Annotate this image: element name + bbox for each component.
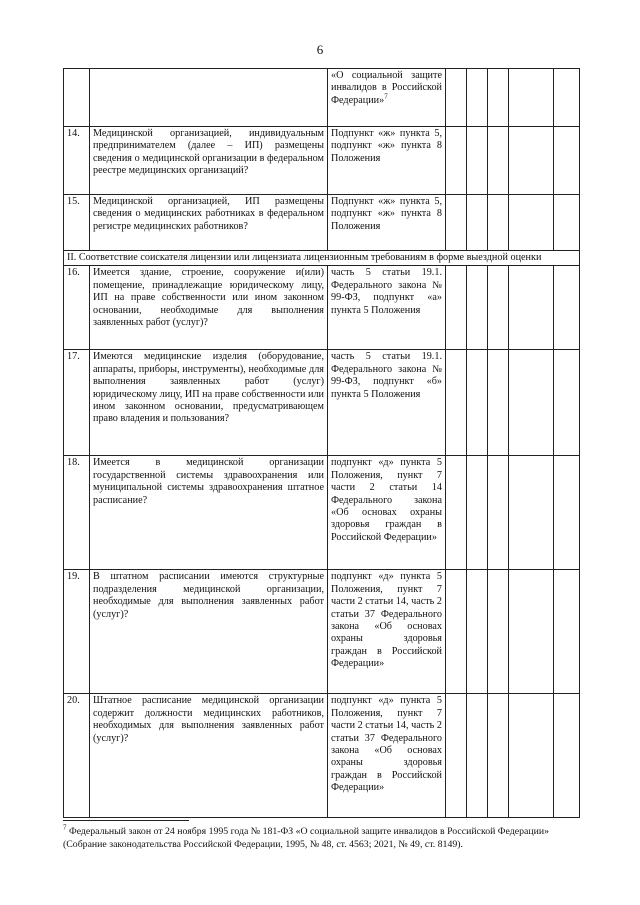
reference-cell: часть 5 статьи 19.1. Федерального закона № 99-ФЗ, подпункт «а» пункта 5 Положения	[328, 266, 446, 350]
answer-cell	[467, 127, 488, 195]
answer-cell	[446, 127, 467, 195]
table-row	[64, 456, 580, 570]
answer-cell	[488, 69, 509, 127]
answer-cell	[509, 69, 554, 127]
answer-cell	[554, 266, 580, 350]
answer-cell	[509, 694, 554, 818]
table-row	[64, 350, 580, 456]
answer-cell	[554, 570, 580, 694]
answer-cell	[467, 350, 488, 456]
answer-cell	[446, 570, 467, 694]
reference-cell	[328, 69, 446, 127]
answer-cell	[446, 195, 467, 251]
answer-cell	[509, 127, 554, 195]
answer-cell	[467, 694, 488, 818]
answer-cell	[509, 195, 554, 251]
answer-cell	[467, 195, 488, 251]
row-number: 19.	[64, 570, 90, 694]
answer-cell	[467, 266, 488, 350]
answer-cell	[509, 266, 554, 350]
table-row	[64, 570, 580, 694]
answer-cell	[554, 127, 580, 195]
answer-cell	[488, 694, 509, 818]
checklist-table	[63, 68, 580, 818]
answer-cell	[554, 456, 580, 570]
section-header-row	[64, 251, 580, 266]
requirement-cell: Медицинской организацией, индивидуальным предпринимателем (далее – ИП) размещены сведения о медицинской организации в федеральном реестре медицинских организаций?	[90, 127, 328, 195]
answer-cell	[509, 350, 554, 456]
table-row	[64, 127, 580, 195]
answer-cell	[488, 570, 509, 694]
row-number: 16.	[64, 266, 90, 350]
page-number: 6	[316, 42, 324, 57]
footnote-divider	[63, 820, 189, 821]
footnote-text: Федеральный закон от 24 ноября 1995 года № 181-ФЗ «О социальной защите инвалидов в Российской Федерации» (Собрание законодательства Российской Федерации, 1995, № 48, ст. 4563; 2021, № 49, ст. 8149).	[63, 826, 549, 850]
answer-cell	[554, 694, 580, 818]
requirement-cell: В штатном расписании имеются структурные подразделения медицинской организации, необходимые для выполнения заявленных работ (услуг)?	[90, 570, 328, 694]
answer-cell	[554, 350, 580, 456]
answer-cell	[509, 570, 554, 694]
row-number: 14.	[64, 127, 90, 195]
answer-cell	[488, 456, 509, 570]
table-row	[64, 694, 580, 818]
answer-cell	[446, 694, 467, 818]
reference-cell: подпункт «д» пункта 5 Положения, пункт 7 части 2 статьи 14, часть 2 статьи 37 Федерального закона «Об основах охраны здоровья граждан в Российской Федерации»	[328, 694, 446, 818]
reference-cell: Подпункт «ж» пункта 5, подпункт «ж» пункта 8 Положения	[328, 195, 446, 251]
row-number: 18.	[64, 456, 90, 570]
requirement-cell: Имеются медицинские изделия (оборудование, аппараты, приборы, инструменты), необходимые для выполнения заявленных работ (услуг) юридическому лицу, ИП на праве собственности или ином законном основании, предусматривающем право владения и пользования?	[90, 350, 328, 456]
answer-cell	[446, 266, 467, 350]
answer-cell	[488, 350, 509, 456]
answer-cell	[488, 266, 509, 350]
answer-cell	[446, 456, 467, 570]
answer-cell	[467, 570, 488, 694]
answer-cell	[488, 127, 509, 195]
reference-text: «О социальной защите инвалидов в Российской Федерации»	[331, 70, 442, 106]
requirement-cell: Имеется здание, строение, сооружение и(или) помещение, принадлежащие юридическому лицу, ИП на праве собственности или ином законном основании, необходимые для выполнения заявленных работ (услуг)?	[90, 266, 328, 350]
answer-cell	[446, 350, 467, 456]
requirement-cell: Штатное расписание медицинской организации содержит должности медицинских работников, необходимых для выполнения заявленных работ (услуг)?	[90, 694, 328, 818]
answer-cell	[467, 69, 488, 127]
reference-cell: часть 5 статьи 19.1. Федерального закона № 99-ФЗ, подпункт «б» пункта 5 Положения	[328, 350, 446, 456]
requirement-cell: Имеется в медицинской организации государственной системы здравоохранения или муниципальной системы здравоохранения штатное расписание?	[90, 456, 328, 570]
footnote-mark: 7	[63, 823, 67, 832]
footnote	[63, 823, 579, 851]
table-row	[64, 195, 580, 251]
row-number	[64, 69, 90, 127]
footnote-mark: 7	[384, 92, 388, 101]
answer-cell	[554, 195, 580, 251]
answer-cell	[488, 195, 509, 251]
answer-cell	[446, 69, 467, 127]
answer-cell	[467, 456, 488, 570]
answer-cell	[554, 69, 580, 127]
row-number: 17.	[64, 350, 90, 456]
row-number: 15.	[64, 195, 90, 251]
table-row	[64, 266, 580, 350]
reference-cell: подпункт «д» пункта 5 Положения, пункт 7 части 2 статьи 14, часть 2 статьи 37 Федерального закона «Об основах охраны здоровья граждан в Российской Федерации»	[328, 570, 446, 694]
reference-cell: Подпункт «ж» пункта 5, подпункт «ж» пункта 8 Положения	[328, 127, 446, 195]
row-number: 20.	[64, 694, 90, 818]
section-header: II. Соответствие соискателя лицензии или лицензиата лицензионным требованиям в форме выездной оценки	[64, 251, 580, 266]
reference-cell: подпункт «д» пункта 5 Положения, пункт 7 части 2 статьи 14 Федерального закона «Об основах охраны здоровья граждан в Российской Федерации»	[328, 456, 446, 570]
answer-cell	[509, 456, 554, 570]
requirement-cell	[90, 69, 328, 127]
table-row	[64, 69, 580, 127]
requirement-cell: Медицинской организацией, ИП размещены сведения о медицинских работниках в федеральном регистре медицинских работников?	[90, 195, 328, 251]
